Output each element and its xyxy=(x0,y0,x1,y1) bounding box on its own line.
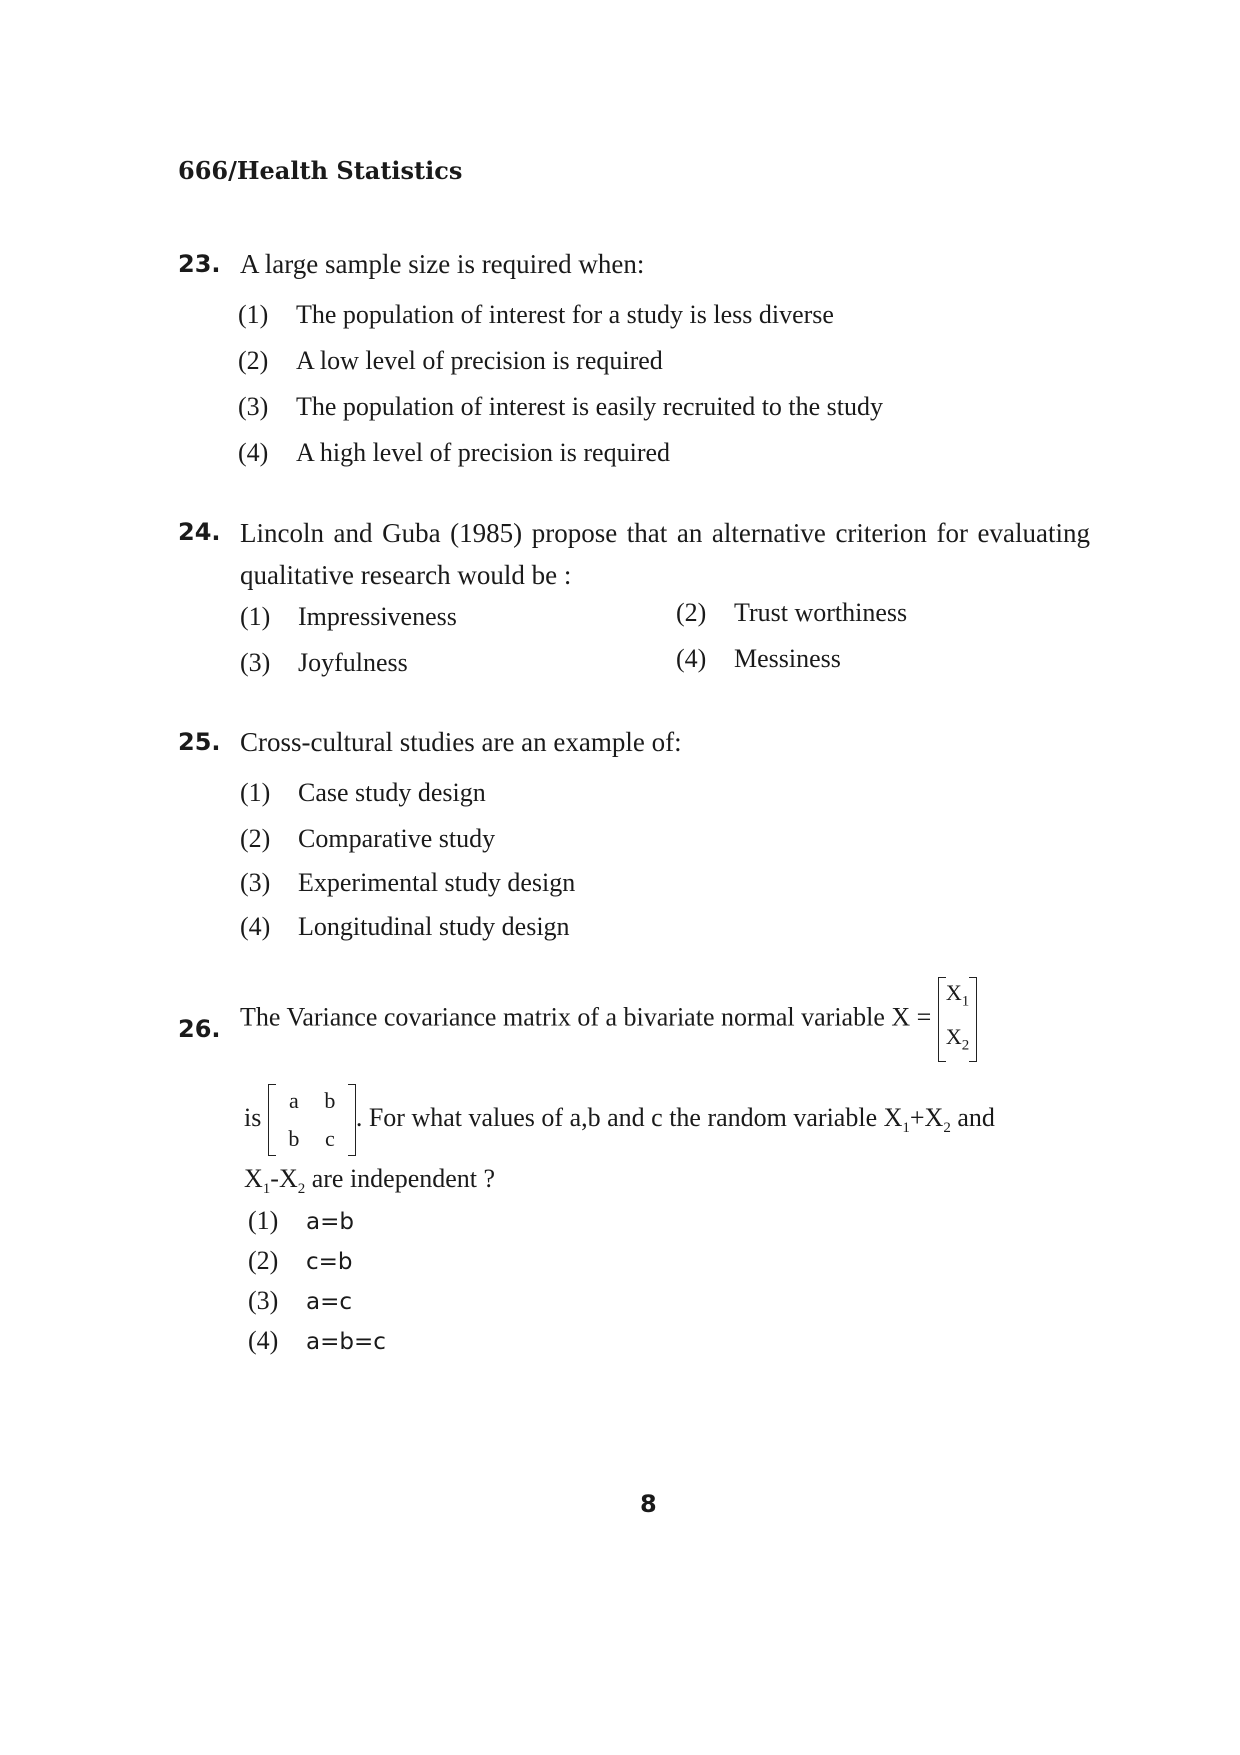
option-23-3: (3) The population of interest is easily recruited to the study xyxy=(238,392,884,421)
covariance-matrix: a b b c xyxy=(268,1082,356,1158)
question-number: 23. xyxy=(178,250,221,278)
option-25-4: (4) Longitudinal study design xyxy=(240,912,570,941)
option-24-3: (3) Joyfulness xyxy=(240,648,408,677)
question-number: 26. xyxy=(178,1015,221,1043)
question-23 xyxy=(178,244,1098,284)
question-number: 24. xyxy=(178,518,221,546)
option-26-3: (3) a=c xyxy=(248,1286,353,1315)
option-26-2: (2) c=b xyxy=(248,1246,353,1275)
question-25 xyxy=(178,722,1098,762)
option-26-1: (1) a=b xyxy=(248,1206,354,1235)
question-text-line3: $X_1-X_2$ are independent ? xyxy=(244,1164,496,1198)
option-24-1: (1) Impressiveness xyxy=(240,602,457,631)
option-25-2: (2) Comparative study xyxy=(240,824,496,853)
option-25-1: (1) Case study design xyxy=(240,778,486,807)
question-text: A large sample size is required when: xyxy=(240,249,645,279)
page-number: 8 xyxy=(640,1490,657,1518)
option-26-4: (4) a=b=c xyxy=(248,1326,386,1355)
page-header: 666/Health Statistics xyxy=(178,156,463,185)
vector-x: $X_1$ $X_2$ xyxy=(938,975,977,1064)
question-26 xyxy=(178,975,1098,1064)
question-text-line2: is a b b c . For what values of a,b and c the random variable $X_1+X_2$ and xyxy=(244,1082,995,1158)
question-24 xyxy=(178,512,1098,596)
question-number: 25. xyxy=(178,728,221,756)
option-24-2: (2) Trust worthiness xyxy=(676,598,908,627)
question-text-line1: The Variance covariance matrix of a bivariate normal variable X = $X_1$ $X_2$ xyxy=(240,975,1098,1064)
question-text: Lincoln and Guba (1985) propose that an alternative criterion for evaluating qualitative research would be : xyxy=(240,518,1090,590)
option-24-4: (4) Messiness xyxy=(676,644,841,673)
option-23-4: (4) A high level of precision is required xyxy=(238,438,671,467)
question-text: Cross-cultural studies are an example of: xyxy=(240,727,682,757)
option-23-2: (2) A low level of precision is required xyxy=(238,346,663,375)
option-23-1: (1) The population of interest for a study is less diverse xyxy=(238,300,834,329)
option-25-3: (3) Experimental study design xyxy=(240,868,576,897)
